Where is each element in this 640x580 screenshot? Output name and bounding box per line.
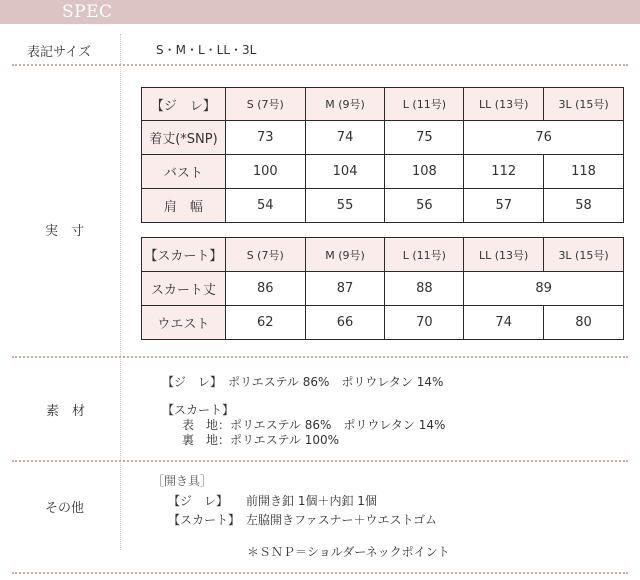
- material-label: 素 材: [46, 404, 86, 419]
- table-cell: 80: [544, 306, 624, 340]
- table-row: [142, 272, 624, 306]
- table-cell: 62: [225, 306, 305, 340]
- col-header: 3L (15号): [544, 238, 624, 272]
- table-cell: 76: [464, 121, 624, 155]
- material-line: 【ジ レ】 ポリエステル 86% ポリウレタン 14%: [162, 375, 444, 389]
- table-cell: 70: [385, 306, 464, 340]
- table-cell: 100: [225, 155, 305, 189]
- vest-header: 【ジ レ】: [142, 88, 226, 121]
- column-divider: [120, 34, 121, 550]
- table-header-row: [142, 88, 624, 121]
- material-line: 表 地：ポリエステル 86% ポリウレタン 14%: [170, 418, 446, 432]
- col-header: M (9号): [305, 88, 385, 121]
- col-header: L (11号): [385, 88, 464, 121]
- other-label: その他: [45, 501, 85, 516]
- table-row: [142, 306, 624, 340]
- table-cell: 74: [464, 306, 544, 340]
- table-cell: 56: [385, 189, 464, 223]
- col-header: S (7号): [225, 88, 305, 121]
- table-cell: 58: [544, 189, 624, 223]
- row-header: 肩 幅: [142, 189, 226, 223]
- table-header-row: [142, 238, 624, 272]
- table-cell: 73: [225, 121, 305, 155]
- divider: [12, 460, 628, 462]
- row-header: バスト: [142, 155, 226, 189]
- table-cell: 55: [305, 189, 385, 223]
- size-label: 表記サイズ: [27, 45, 91, 60]
- table-cell: 57: [464, 189, 544, 223]
- vest-size-table: [141, 87, 624, 223]
- table-row: [142, 155, 624, 189]
- table-cell: 86: [225, 272, 305, 306]
- material-line: 裏 地：ポリエステル 100%: [170, 433, 340, 447]
- divider: [12, 356, 628, 358]
- col-header: M (9号): [305, 238, 385, 272]
- spec-title: SPEC: [62, 2, 113, 22]
- divider: [12, 64, 628, 66]
- table-cell: 112: [464, 155, 544, 189]
- table-cell: 74: [305, 121, 385, 155]
- spec-header-bar: [0, 0, 640, 24]
- row-header: ウエスト: [142, 306, 226, 340]
- other-note: ＊ＳＮＰ＝ショルダーネックポイント: [247, 545, 450, 559]
- col-header: LL (13号): [464, 88, 544, 121]
- skirt-size-table: [141, 237, 624, 340]
- skirt-header: 【スカート】: [142, 238, 226, 272]
- other-line: ［開き具］: [152, 474, 213, 488]
- table-cell: 66: [305, 306, 385, 340]
- col-header: S (7号): [225, 238, 305, 272]
- material-line: 【スカート】: [162, 403, 235, 417]
- measure-label: 実 寸: [45, 224, 85, 239]
- col-header: LL (13号): [464, 238, 544, 272]
- table-cell: 88: [385, 272, 464, 306]
- col-header: L (11号): [385, 238, 464, 272]
- divider: [12, 572, 628, 574]
- other-line: 【ジ レ】 前開き釦 1個＋内釦 1個: [162, 494, 377, 508]
- table-cell: 89: [464, 272, 624, 306]
- table-cell: 75: [385, 121, 464, 155]
- size-value: S・M・L・LL・3L: [156, 43, 257, 57]
- table-row: [142, 121, 624, 155]
- table-cell: 108: [385, 155, 464, 189]
- row-header: 着丈(*SNP): [142, 121, 226, 155]
- other-line: 【スカート】 左脇開きファスナー＋ウエストゴム: [162, 513, 438, 527]
- table-cell: 104: [305, 155, 385, 189]
- table-cell: 87: [305, 272, 385, 306]
- col-header: 3L (15号): [544, 88, 624, 121]
- table-cell: 118: [544, 155, 624, 189]
- table-row: [142, 189, 624, 223]
- table-cell: 54: [225, 189, 305, 223]
- row-header: スカート丈: [142, 272, 226, 306]
